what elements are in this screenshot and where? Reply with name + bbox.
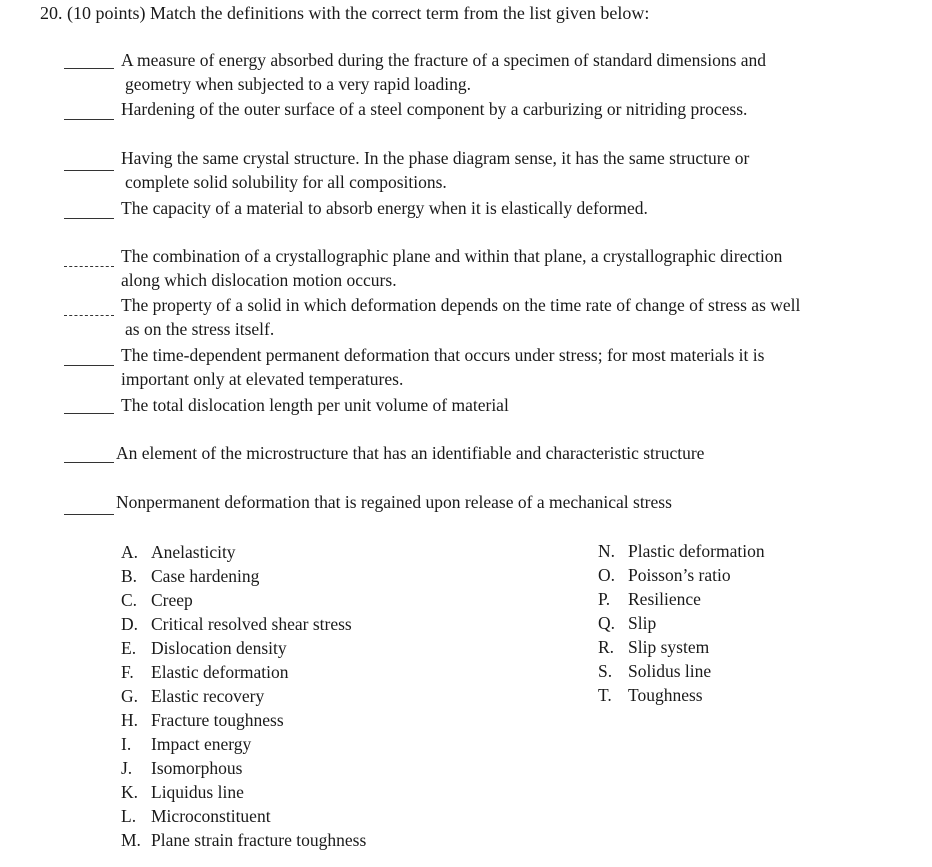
definition-text	[121, 244, 782, 292]
term-letter: K.	[121, 782, 139, 802]
term-item	[598, 539, 765, 563]
term-letter: N.	[598, 541, 616, 561]
definition-line: The combination of a crystallographic plane and within that plane, a crystallographic direction	[121, 246, 783, 266]
term-item	[598, 659, 765, 683]
term-item	[121, 684, 366, 708]
definition-text	[121, 48, 766, 96]
answer-blank[interactable]	[64, 119, 114, 120]
term-item	[121, 636, 366, 660]
definition-text	[121, 97, 747, 121]
term-letter: H.	[121, 710, 139, 730]
term-item	[121, 612, 366, 636]
definition-line: The time-dependent permanent deformation that occurs under stress; for most materials it is	[121, 345, 765, 365]
definition-line: Hardening of the outer surface of a steel component by a carburizing or nitriding process.	[121, 99, 748, 119]
term-letter: I.	[121, 734, 132, 754]
term-item	[598, 635, 765, 659]
term-letter: O.	[598, 565, 616, 585]
term-letter: M.	[121, 830, 141, 850]
term-letter: F.	[121, 662, 134, 682]
term-name: Isomorphous	[151, 758, 243, 778]
definition-line: Nonpermanent deformation that is regained upon release of a mechanical stress	[116, 492, 672, 512]
term-item	[121, 660, 366, 684]
term-name: Plane strain fracture toughness	[151, 830, 367, 850]
definition-line: The property of a solid in which deformation depends on the time rate of change of stress as well	[121, 295, 801, 315]
term-item	[121, 564, 366, 588]
answer-blank[interactable]	[64, 514, 114, 515]
term-letter: C.	[121, 590, 138, 610]
term-name: Slip system	[628, 637, 710, 657]
term-name: Critical resolved shear stress	[151, 614, 352, 634]
answer-blank[interactable]	[64, 218, 114, 219]
term-letter: D.	[121, 614, 139, 634]
term-letter: J.	[121, 758, 133, 778]
definition-text	[121, 343, 764, 391]
term-item	[598, 587, 765, 611]
term-name: Resilience	[628, 589, 701, 609]
definition-text	[121, 393, 509, 417]
term-name: Anelasticity	[151, 542, 236, 562]
definition-text	[121, 293, 800, 341]
term-item	[598, 563, 765, 587]
answer-blank[interactable]	[64, 413, 114, 414]
answer-blank[interactable]	[64, 68, 114, 69]
definition-text	[121, 196, 648, 220]
term-item	[121, 708, 366, 732]
term-name: Solidus line	[628, 661, 712, 681]
term-name: Dislocation density	[151, 638, 287, 658]
term-name: Elastic recovery	[151, 686, 265, 706]
question-header: 20. (10 points) Match the definitions with the correct term from the list given below:	[40, 3, 650, 23]
definition-line: as on the stress itself.	[125, 319, 275, 339]
term-item	[121, 540, 366, 564]
term-letter: G.	[121, 686, 139, 706]
term-letter: A.	[121, 542, 139, 562]
definition-line: The capacity of a material to absorb energy when it is elastically deformed.	[121, 198, 648, 218]
term-item	[121, 732, 366, 756]
definition-text	[116, 490, 672, 514]
term-letter: T.	[598, 685, 612, 705]
term-item	[121, 804, 366, 828]
definition-line: A measure of energy absorbed during the fracture of a specimen of standard dimensions and	[121, 50, 767, 70]
term-item	[121, 828, 366, 852]
term-item	[121, 780, 366, 804]
term-name: Poisson’s ratio	[628, 565, 731, 585]
definition-line: geometry when subjected to a very rapid loading.	[125, 74, 472, 94]
term-letter: Q.	[598, 613, 616, 633]
term-letter: L.	[121, 806, 137, 826]
term-item	[598, 611, 765, 635]
term-name: Elastic deformation	[151, 662, 289, 682]
term-name: Impact energy	[151, 734, 252, 754]
definition-line: complete solid solubility for all compositions.	[125, 172, 447, 192]
answer-blank[interactable]	[64, 315, 114, 316]
term-name: Plastic deformation	[628, 541, 765, 561]
term-list-right	[598, 539, 765, 707]
term-letter: P.	[598, 589, 611, 609]
term-name: Liquidus line	[151, 782, 244, 802]
definition-line: Having the same crystal structure. In the phase diagram sense, it has the same structure or	[121, 148, 750, 168]
term-name: Fracture toughness	[151, 710, 284, 730]
term-item	[121, 756, 366, 780]
term-letter: E.	[121, 638, 137, 658]
term-name: Slip	[628, 613, 657, 633]
answer-blank[interactable]	[64, 365, 114, 366]
definition-line: important only at elevated temperatures.	[121, 369, 404, 389]
term-name: Case hardening	[151, 566, 260, 586]
term-list-left	[121, 540, 366, 852]
definition-text	[121, 146, 749, 194]
answer-blank[interactable]	[64, 266, 114, 267]
term-item	[598, 683, 765, 707]
term-name: Microconstituent	[151, 806, 271, 826]
definition-text	[116, 441, 704, 465]
answer-blank[interactable]	[64, 170, 114, 171]
term-item	[121, 588, 366, 612]
definition-line: along which dislocation motion occurs.	[121, 270, 397, 290]
answer-blank[interactable]	[64, 462, 114, 463]
term-letter: B.	[121, 566, 138, 586]
term-letter: R.	[598, 637, 615, 657]
definition-line: The total dislocation length per unit volume of material	[121, 395, 509, 415]
term-letter: S.	[598, 661, 613, 681]
term-name: Creep	[151, 590, 193, 610]
term-name: Toughness	[628, 685, 703, 705]
definition-line: An element of the microstructure that has an identifiable and characteristic structure	[116, 443, 705, 463]
